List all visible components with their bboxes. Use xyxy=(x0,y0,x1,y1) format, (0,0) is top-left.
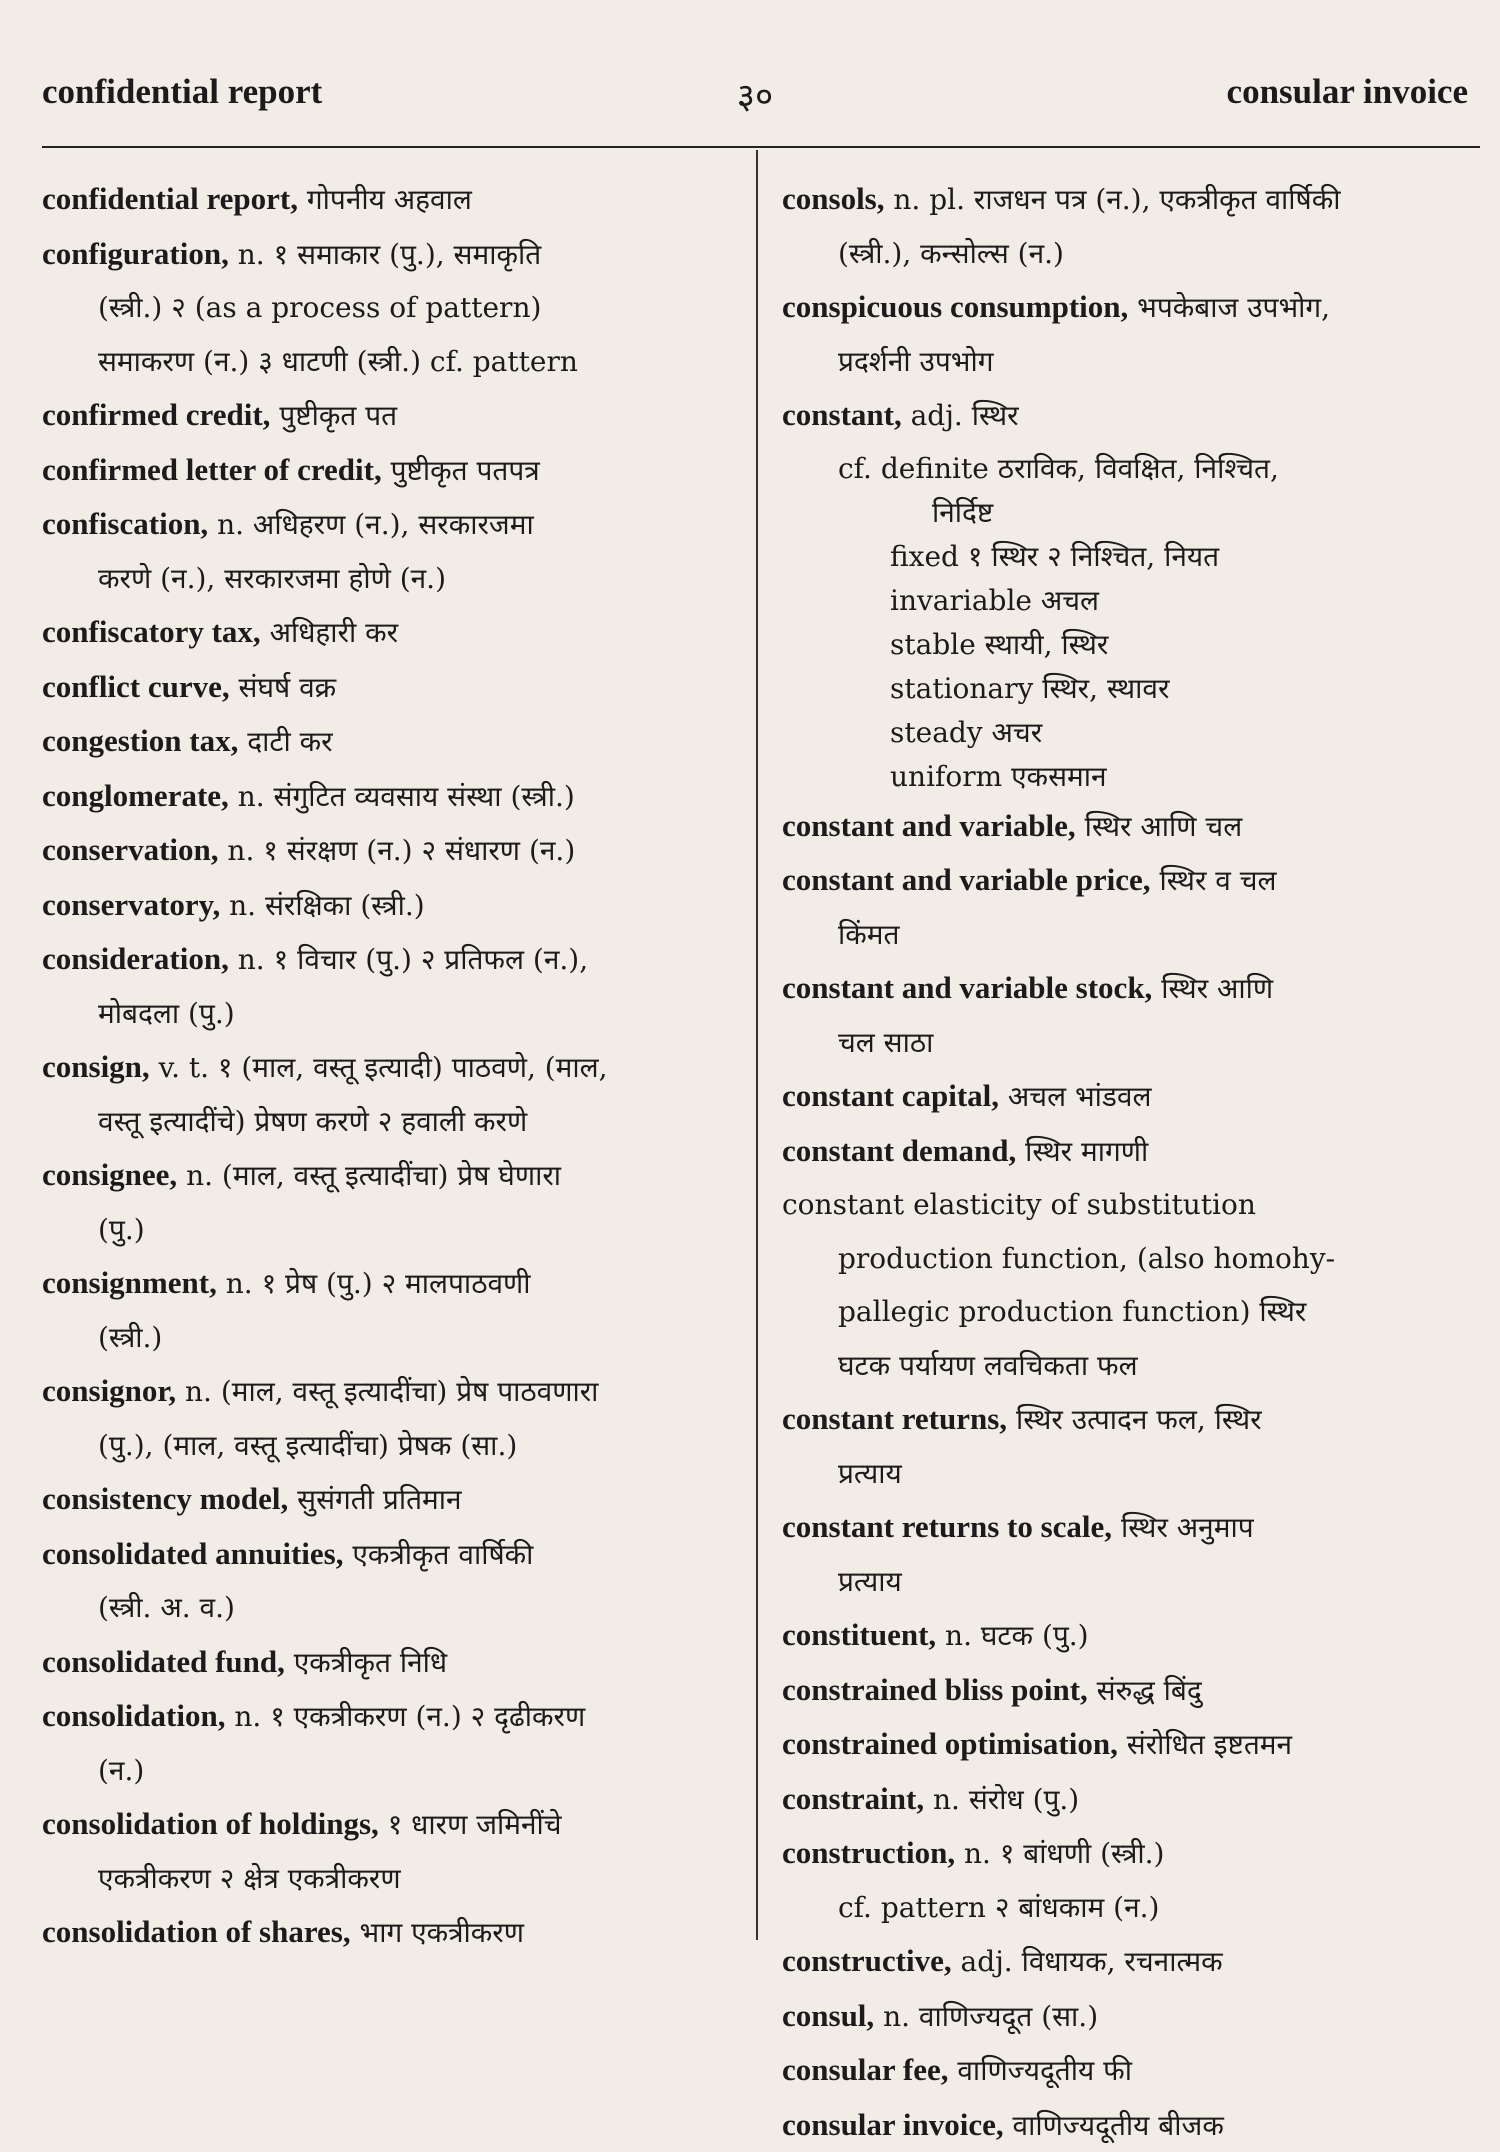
dictionary-entry xyxy=(782,1608,1482,1663)
gloss: n. संरोध (पु.) xyxy=(924,1783,1079,1816)
column-divider xyxy=(756,150,758,1940)
gloss: n. १ समाकार (पु.), समाकृति xyxy=(229,238,541,271)
entry-headline xyxy=(782,1772,1482,1827)
headword: constant, xyxy=(782,397,902,432)
first-guide-word: confidential report xyxy=(42,72,322,112)
entry-headline xyxy=(782,280,1482,335)
entry-continuation: एकत्रीकरण २ क्षेत्र एकत्रीकरण xyxy=(42,1852,742,1906)
entry-headline xyxy=(42,1905,742,1960)
headword: conflict curve, xyxy=(42,669,230,704)
dictionary-entry xyxy=(42,1256,742,1364)
entry-headline xyxy=(42,932,742,987)
headword: constant demand, xyxy=(782,1133,1016,1168)
gloss: n. संरक्षिका (स्त्री.) xyxy=(220,889,424,922)
dictionary-entry xyxy=(782,1826,1482,1934)
headword: consignment, xyxy=(42,1265,217,1300)
entry-continuation: प्रदर्शनी उपभोग xyxy=(782,335,1482,389)
headword: consign, xyxy=(42,1049,150,1084)
gloss: एकत्रीकृत वार्षिकी xyxy=(343,1538,533,1571)
dictionary-entry xyxy=(42,769,742,824)
gloss: संघर्ष वक्र xyxy=(230,671,337,704)
entry-continuation: किंमत xyxy=(782,908,1482,962)
entry-headline xyxy=(42,660,742,715)
entry-headline xyxy=(42,497,742,552)
entry-headline xyxy=(782,1989,1482,2044)
headword: confirmed letter of credit, xyxy=(42,452,382,487)
entry-headline xyxy=(42,172,742,227)
dictionary-entry xyxy=(782,1772,1482,1827)
dictionary-entry xyxy=(42,605,742,660)
right-column-bottom-entries xyxy=(782,799,1482,2152)
dictionary-entry xyxy=(782,1500,1482,1608)
dictionary-entry xyxy=(782,1717,1482,1772)
cf-lead-continuation: निर्दिष्ट xyxy=(782,491,1482,535)
headword: conglomerate, xyxy=(42,778,229,813)
dictionary-entry xyxy=(782,1392,1482,1500)
gloss: संरोधित इष्टतमन xyxy=(1118,1728,1292,1761)
gloss: adj. विधायक, रचनात्मक xyxy=(952,1945,1223,1978)
cf-item: invariable अचल xyxy=(782,579,1482,623)
headword: consolidation of holdings, xyxy=(42,1806,379,1841)
gloss: एकत्रीकृत निधि xyxy=(285,1646,447,1679)
headword: configuration, xyxy=(42,236,229,271)
headword: congestion tax, xyxy=(42,723,238,758)
dictionary-entry xyxy=(782,799,1482,854)
headword: constraint, xyxy=(782,1781,924,1816)
dictionary-entry xyxy=(42,172,742,227)
dictionary-entry xyxy=(42,932,742,1040)
cf-item: steady अचर xyxy=(782,711,1482,755)
headword: consistency model, xyxy=(42,1481,288,1516)
entry-headline xyxy=(42,714,742,769)
headword: constant returns to scale, xyxy=(782,1509,1112,1544)
entry-continuation: समाकरण (न.) ३ धाटणी (स्त्री.) cf. pattern xyxy=(42,335,742,389)
gloss: n. १ प्रेष (पु.) २ मालपाठवणी xyxy=(217,1267,531,1300)
dictionary-entry xyxy=(42,1527,742,1635)
headword: consolidation of shares, xyxy=(42,1914,351,1949)
dictionary-entry xyxy=(782,1069,1482,1124)
headword: confirmed credit, xyxy=(42,397,270,432)
entry-continuation: प्रत्याय xyxy=(782,1447,1482,1501)
gloss: वाणिज्यदूतीय बीजक xyxy=(1004,2109,1224,2142)
headword: consular fee, xyxy=(782,2052,948,2087)
entry-continuation: मोबदला (पु.) xyxy=(42,987,742,1041)
gloss: संरुद्ध बिंदु xyxy=(1088,1674,1202,1707)
page-number: ३० xyxy=(42,72,1468,119)
dictionary-entry xyxy=(42,1797,742,1905)
gloss: n. १ बांधणी (स्त्री.) xyxy=(955,1837,1164,1870)
entry-continuation: (स्त्री.) xyxy=(42,1311,742,1365)
dictionary-entry xyxy=(42,1905,742,1960)
dictionary-entry xyxy=(42,1689,742,1797)
right-column xyxy=(782,172,1482,2152)
headword: conservation, xyxy=(42,832,219,867)
entry-continuation: (स्त्री.) २ (as a process of pattern) xyxy=(42,281,742,335)
dictionary-entry xyxy=(782,2098,1482,2152)
entry-headline xyxy=(42,823,742,878)
entry-continuation: production function, (also homohy- xyxy=(782,1232,1482,1286)
headword: constant capital, xyxy=(782,1078,999,1113)
dictionary-entry xyxy=(42,660,742,715)
gloss: वाणिज्यदूतीय फी xyxy=(948,2054,1132,2087)
headword: consolidation, xyxy=(42,1698,225,1733)
entry-headline xyxy=(782,172,1482,227)
dictionary-entry xyxy=(782,388,1482,443)
entry-headline xyxy=(782,1124,1482,1179)
gloss: स्थिर व चल xyxy=(1151,864,1277,897)
entry-headline xyxy=(782,1717,1482,1772)
dictionary-entry xyxy=(782,853,1482,961)
gloss: n. १ एकत्रीकरण (न.) २ दृढीकरण xyxy=(225,1700,585,1733)
cf-lead: cf. definite ठराविक, विवक्षित, निश्चित, xyxy=(782,443,1482,491)
entry-headline xyxy=(782,1934,1482,1989)
gloss: १ धारण जमिनींचे xyxy=(379,1808,562,1841)
entry-headline xyxy=(42,1364,742,1419)
gloss: n. (माल, वस्तू इत्यादींचा) प्रेष पाठवणारा xyxy=(176,1375,598,1408)
entry-headline xyxy=(782,961,1482,1016)
gloss: स्थिर आणि चल xyxy=(1076,810,1243,843)
dictionary-entry xyxy=(782,1989,1482,2044)
dictionary-entry xyxy=(782,1124,1482,1179)
dictionary-entry xyxy=(42,1472,742,1527)
gloss: भपकेबाज उपभोग, xyxy=(1128,291,1330,324)
entry-headline xyxy=(42,878,742,933)
dictionary-entry xyxy=(782,1663,1482,1718)
dictionary-entry xyxy=(42,497,742,605)
gloss: adj. स्थिर xyxy=(902,399,1019,432)
running-head xyxy=(42,72,1468,128)
constant-cross-reference xyxy=(782,443,1482,799)
dictionary-entry xyxy=(42,1635,742,1690)
gloss: स्थिर मागणी xyxy=(1016,1135,1148,1168)
cf-item: stable स्थायी, स्थिर xyxy=(782,623,1482,667)
gloss: n. घटक (पु.) xyxy=(936,1619,1088,1652)
headword: consolidated annuities, xyxy=(42,1536,343,1571)
gloss: पुष्टीकृत पतपत्र xyxy=(382,454,540,487)
entry-headline xyxy=(782,2043,1482,2098)
entry-headline xyxy=(42,1797,742,1852)
headword: consols, xyxy=(782,181,885,216)
headword: constant and variable stock, xyxy=(782,970,1152,1005)
dictionary-entry xyxy=(42,227,742,389)
dictionary-entry xyxy=(782,1934,1482,1989)
headword: constrained optimisation, xyxy=(782,1726,1118,1761)
gloss: n. (माल, वस्तू इत्यादींचा) प्रेष घेणारा xyxy=(177,1159,561,1192)
entry-headline xyxy=(782,1826,1482,1881)
right-column-top-entries xyxy=(782,172,1482,443)
entry-headline xyxy=(42,1148,742,1203)
gloss: स्थिर आणि xyxy=(1152,972,1273,1005)
dictionary-entry xyxy=(782,172,1482,280)
dictionary-entry xyxy=(782,2043,1482,2098)
dictionary-entry xyxy=(782,1178,1482,1392)
gloss: दाटी कर xyxy=(238,725,332,758)
entry-headline xyxy=(782,1392,1482,1447)
entry-headline xyxy=(782,1608,1482,1663)
headword: consul, xyxy=(782,1998,874,2033)
header-rule xyxy=(42,146,1480,148)
dictionary-entry xyxy=(42,1040,742,1148)
dictionary-entry xyxy=(782,280,1482,388)
dictionary-entry xyxy=(42,823,742,878)
dictionary-entry xyxy=(782,961,1482,1069)
gloss: n. १ विचार (पु.) २ प्रतिफल (न.), xyxy=(229,943,588,976)
entry-continuation: वस्तू इत्यादींचे) प्रेषण करणे २ हवाली करणे xyxy=(42,1095,742,1149)
dictionary-entry xyxy=(42,714,742,769)
entry-headline xyxy=(42,1527,742,1582)
cf-item: uniform एकसमान xyxy=(782,755,1482,799)
headword: constrained bliss point, xyxy=(782,1672,1088,1707)
gloss: भाग एकत्रीकरण xyxy=(351,1916,524,1949)
entry-headline xyxy=(782,1663,1482,1718)
headword: construction, xyxy=(782,1835,955,1870)
headword: constructive, xyxy=(782,1943,952,1978)
entry-continuation: घटक पर्यायण लवचिकता फल xyxy=(782,1339,1482,1393)
entry-continuation: cf. pattern २ बांधकाम (न.) xyxy=(782,1881,1482,1935)
entry-headline xyxy=(782,799,1482,854)
entry-continuation: (स्त्री.), कन्सोल्स (न.) xyxy=(782,227,1482,281)
entry-headline xyxy=(42,227,742,282)
gloss: सुसंगती प्रतिमान xyxy=(288,1483,461,1516)
headword: confiscatory tax, xyxy=(42,614,261,649)
headword: conspicuous consumption, xyxy=(782,289,1128,324)
headword: consolidated fund, xyxy=(42,1644,285,1679)
gloss: n. अधिहरण (न.), सरकारजमा xyxy=(208,508,534,541)
gloss: v. t. १ (माल, वस्तू इत्यादी) पाठवणे, (माल, xyxy=(150,1051,608,1084)
left-column xyxy=(42,172,742,1960)
headword: consular invoice, xyxy=(782,2107,1004,2142)
entry-headline xyxy=(782,1069,1482,1124)
entry-continuation: (न.) xyxy=(42,1744,742,1798)
last-guide-word: consular invoice xyxy=(1227,72,1468,112)
dictionary-entry xyxy=(42,388,742,443)
entry-headline xyxy=(42,1635,742,1690)
gloss: n. pl. राजधन पत्र (न.), एकत्रीकृत वार्षिकी xyxy=(885,183,1341,216)
entry-continuation: (पु.) xyxy=(42,1203,742,1257)
gloss: n. वाणिज्यदूत (सा.) xyxy=(874,2000,1098,2033)
headword: constant returns, xyxy=(782,1401,1007,1436)
headword: consignee, xyxy=(42,1157,177,1192)
gloss: स्थिर उत्पादन फल, स्थिर xyxy=(1007,1403,1262,1436)
gloss: स्थिर अनुमाप xyxy=(1112,1511,1254,1544)
dictionary-entry xyxy=(42,878,742,933)
entry-headline xyxy=(782,388,1482,443)
entry-headline xyxy=(42,388,742,443)
entry-headline xyxy=(42,1689,742,1744)
entry-headline xyxy=(782,2098,1482,2152)
cf-item: fixed १ स्थिर २ निश्चित, नियत xyxy=(782,535,1482,579)
entry-headline xyxy=(42,1040,742,1095)
dictionary-entry xyxy=(42,1364,742,1472)
headword: constant and variable price, xyxy=(782,862,1151,897)
headword: conservatory, xyxy=(42,887,220,922)
headword: consideration, xyxy=(42,941,229,976)
headword: constant and variable, xyxy=(782,808,1076,843)
entry-headline xyxy=(42,605,742,660)
entry-headline xyxy=(42,1256,742,1311)
dictionary-entry xyxy=(42,443,742,498)
gloss: गोपनीय अहवाल xyxy=(298,183,472,216)
entry-headline xyxy=(42,769,742,824)
entry-continuation: करणे (न.), सरकारजमा होणे (न.) xyxy=(42,552,742,606)
entry-continuation: प्रत्याय xyxy=(782,1555,1482,1609)
entry-continuation: (स्त्री. अ. व.) xyxy=(42,1581,742,1635)
entry-headline xyxy=(42,1472,742,1527)
entry-headline: constant elasticity of substitution xyxy=(782,1178,1482,1232)
entry-continuation: चल साठा xyxy=(782,1016,1482,1070)
entry-continuation: pallegic production function) स्थिर xyxy=(782,1285,1482,1339)
gloss: पुष्टीकृत पत xyxy=(270,399,397,432)
entry-headline xyxy=(42,443,742,498)
gloss: अधिहारी कर xyxy=(261,616,398,649)
headword: constituent, xyxy=(782,1617,936,1652)
entry-headline xyxy=(782,853,1482,908)
entry-headline xyxy=(782,1500,1482,1555)
headword: consignor, xyxy=(42,1373,176,1408)
gloss: अचल भांडवल xyxy=(999,1080,1151,1113)
cf-item: stationary स्थिर, स्थावर xyxy=(782,667,1482,711)
gloss: n. १ संरक्षण (न.) २ संधारण (न.) xyxy=(219,834,576,867)
entry-continuation: (पु.), (माल, वस्तू इत्यादींचा) प्रेषक (सा.) xyxy=(42,1419,742,1473)
gloss: n. संगुटित व्यवसाय संस्था (स्त्री.) xyxy=(229,780,575,813)
dictionary-entry xyxy=(42,1148,742,1256)
headword: confidential report, xyxy=(42,181,298,216)
headword: confiscation, xyxy=(42,506,208,541)
